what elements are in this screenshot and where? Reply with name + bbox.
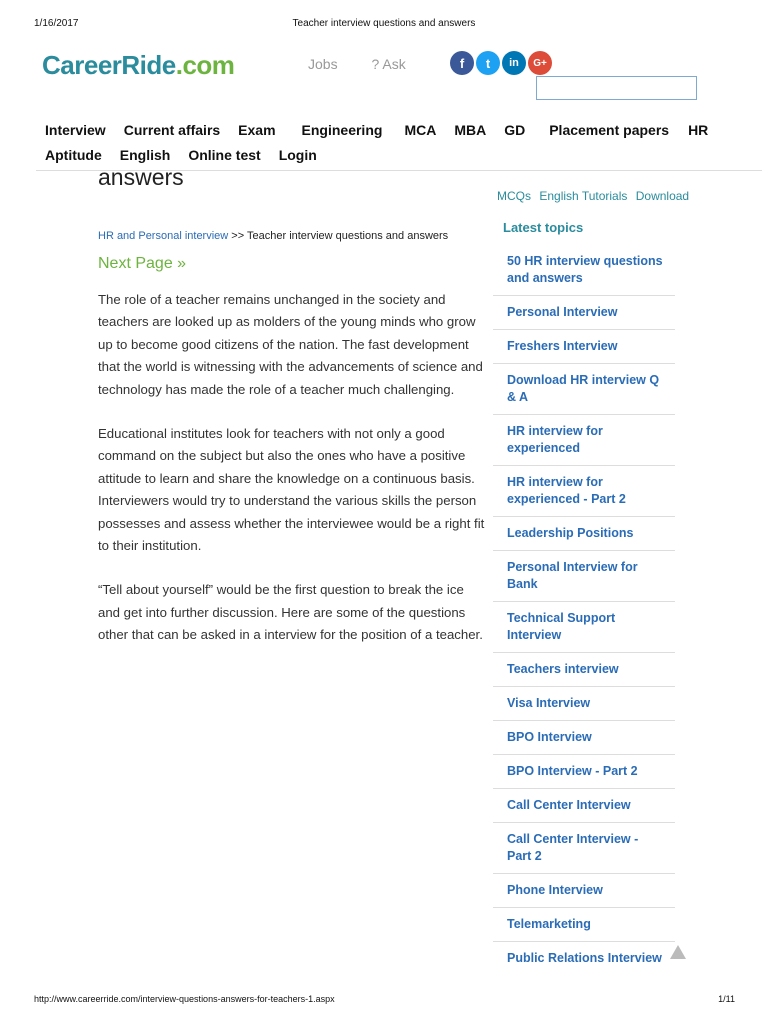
topic-link[interactable]: Download HR interview Q & A bbox=[493, 364, 675, 415]
breadcrumb-link[interactable]: HR and Personal interview bbox=[98, 230, 229, 242]
topic-link[interactable]: Leadership Positions bbox=[493, 517, 675, 551]
breadcrumb bbox=[98, 230, 448, 242]
topic-link[interactable]: 50 HR interview questions and answers bbox=[493, 245, 675, 296]
search-input[interactable] bbox=[536, 76, 697, 100]
article-paragraph: The role of a teacher remains unchanged in the society and teachers are looked up as molders of the young minds who grow up to become good citizens of the nation. The fast development that the world is witnessing with the advancements of science and technology has made the role of a teacher much challenging. bbox=[98, 292, 483, 397]
jobs-link[interactable]: Jobs bbox=[308, 56, 338, 72]
topic-link[interactable]: Public Relations Interview bbox=[507, 951, 662, 965]
topic-link[interactable]: Telemarketing bbox=[493, 908, 675, 942]
article-paragraph: “Tell about yourself” would be the first question to break the ice and get into further discussion. Here are some of the questions other that can be asked in a interview for the position of a teacher. bbox=[98, 582, 483, 643]
topic-link[interactable]: Freshers Interview bbox=[493, 330, 675, 364]
article-paragraph: Educational institutes look for teachers with not only a good command on the subject but also the ones who have a positive attitude to learn and share the knowledge on a continuous basis. Interviewers would try to understand the various skills the person possesses and assess whether the interviewee would be a right fit to their institution. bbox=[98, 426, 485, 554]
topic-link[interactable]: Technical Support Interview bbox=[493, 602, 675, 653]
nav-aptitude[interactable]: Aptitude bbox=[45, 147, 102, 163]
google-plus-icon[interactable]: G+ bbox=[528, 51, 552, 75]
nav-exam[interactable]: Exam bbox=[238, 122, 276, 138]
next-page-link[interactable]: Next Page » bbox=[98, 255, 187, 272]
nav-mca[interactable]: MCA bbox=[404, 122, 437, 138]
print-title: Teacher interview questions and answers bbox=[292, 18, 476, 29]
nav-hr[interactable]: HR bbox=[688, 122, 709, 138]
latest-topics-title: Latest topics bbox=[503, 220, 584, 235]
print-date: 1/16/2017 bbox=[34, 18, 79, 29]
linkedin-icon[interactable]: in bbox=[502, 51, 526, 75]
nav-english[interactable]: English bbox=[119, 147, 171, 163]
site-logo[interactable] bbox=[42, 50, 234, 81]
nav-engineering[interactable]: Engineering bbox=[301, 122, 383, 138]
top-links bbox=[308, 56, 436, 72]
logo-ext: .com bbox=[175, 50, 235, 80]
tab-english-tutorials[interactable]: English Tutorials bbox=[539, 189, 628, 203]
topic-link[interactable]: HR interview for experienced - Part 2 bbox=[493, 466, 675, 517]
nav-interview[interactable]: Interview bbox=[45, 122, 106, 138]
topic-link[interactable]: HR interview for experienced bbox=[493, 415, 675, 466]
topic-link[interactable]: Call Center Interview - Part 2 bbox=[493, 823, 675, 874]
print-page-number: 1/11 bbox=[718, 994, 735, 1004]
nav-mba[interactable]: MBA bbox=[454, 122, 487, 138]
facebook-icon[interactable]: f bbox=[450, 51, 474, 75]
tab-download[interactable]: Download bbox=[635, 189, 690, 203]
latest-topics-list bbox=[493, 245, 675, 975]
article-body bbox=[98, 289, 486, 669]
topic-link[interactable]: Personal Interview for Bank bbox=[493, 551, 675, 602]
nav-gd[interactable]: GD bbox=[504, 122, 526, 138]
sidebar-tabs bbox=[497, 189, 690, 203]
topic-link[interactable]: BPO Interview bbox=[493, 721, 675, 755]
topic-link[interactable]: BPO Interview - Part 2 bbox=[493, 755, 675, 789]
topic-link[interactable]: Phone Interview bbox=[493, 874, 675, 908]
scroll-to-top-icon[interactable] bbox=[670, 945, 686, 959]
logo-main: CareerRide bbox=[42, 50, 176, 80]
topic-link[interactable]: Personal Interview bbox=[493, 296, 675, 330]
topic-link[interactable]: Teachers interview bbox=[493, 653, 675, 687]
nav-current-affairs[interactable]: Current affairs bbox=[123, 122, 221, 138]
nav-placement-papers[interactable]: Placement papers bbox=[549, 122, 670, 138]
main-nav bbox=[45, 118, 725, 168]
topic-link[interactable]: Call Center Interview bbox=[493, 789, 675, 823]
tab-mcqs[interactable]: MCQs bbox=[497, 189, 531, 203]
nav-online-test[interactable]: Online test bbox=[188, 147, 261, 163]
twitter-icon[interactable]: t bbox=[476, 51, 500, 75]
print-url: http://www.careerride.com/interview-questions-answers-for-teachers-1.aspx bbox=[34, 994, 335, 1004]
social-icons bbox=[450, 51, 552, 75]
nav-row-1 bbox=[45, 118, 725, 143]
page-title: answers bbox=[98, 164, 184, 190]
nav-login[interactable]: Login bbox=[278, 147, 317, 163]
ask-link[interactable]: ? Ask bbox=[371, 56, 406, 72]
breadcrumb-current: >> Teacher interview questions and answers bbox=[231, 230, 449, 242]
topic-link[interactable]: Visa Interview bbox=[493, 687, 675, 721]
